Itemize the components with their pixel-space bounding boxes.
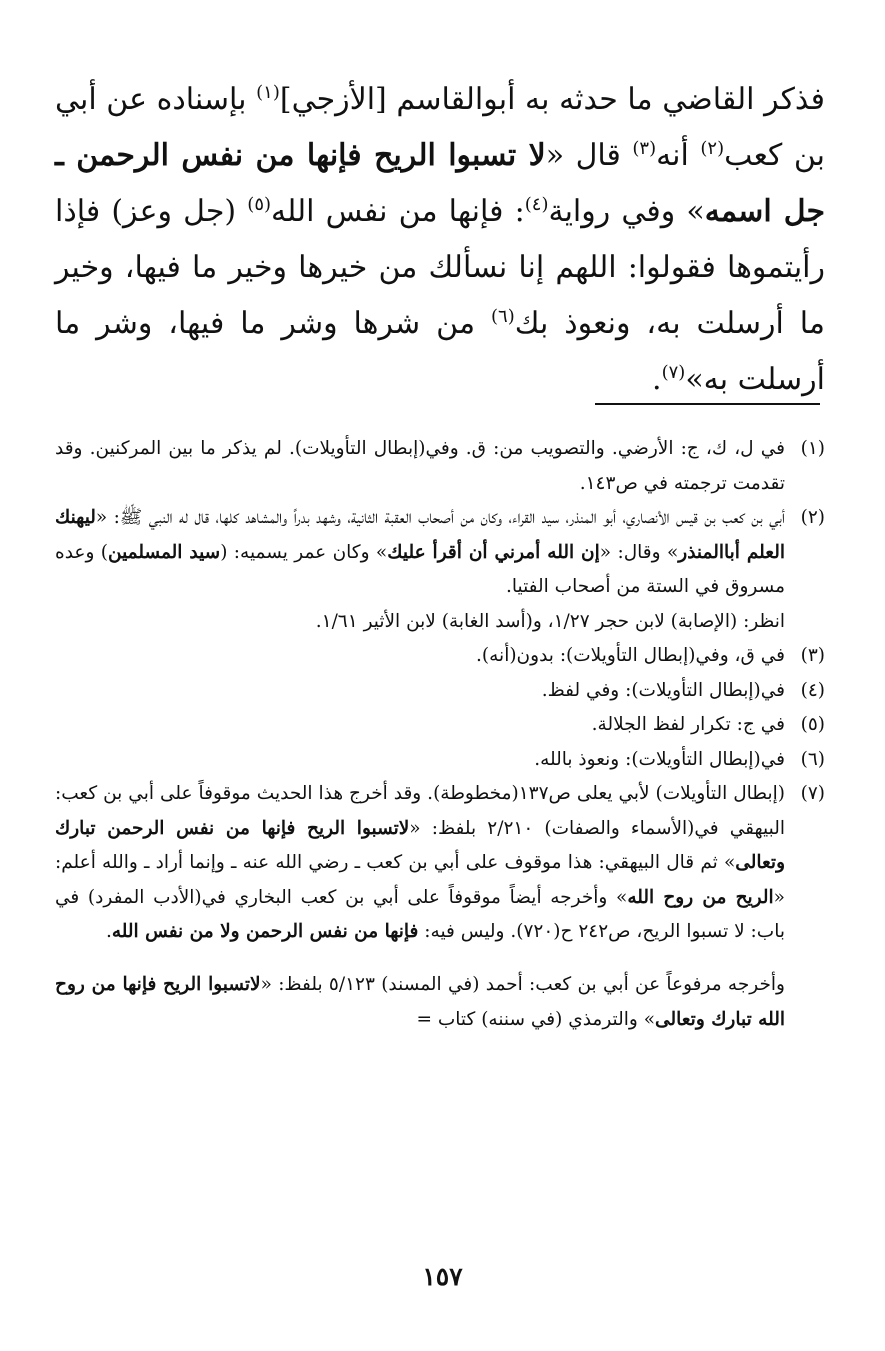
main-text-segment: . bbox=[652, 362, 662, 397]
footnote-5 bbox=[55, 708, 825, 743]
footnote-text: في ج: تكرار لفظ الجلالة. bbox=[591, 714, 785, 735]
main-text-segment: من شرها وشر ما فيها، وشر ما أرسلت به» bbox=[55, 306, 825, 397]
main-text-segment: : فإنها من نفس الله bbox=[271, 194, 525, 229]
footnote-text: في(إبطال التأويلات): ونعوذ بالله. bbox=[534, 748, 785, 770]
footnote-text: » وأخرجه أيضاً موقوفاً على أبي بن كعب البخاري في(الأدب المفرد) في باب: لا تسبوا الريح، ص٢٤٢ ح(٧٢٠). وليس فيه: bbox=[55, 886, 785, 942]
footnote-marker: (٤) bbox=[524, 194, 549, 215]
footnote-paragraph bbox=[55, 777, 785, 950]
main-text-segment: » وفي رواية bbox=[548, 194, 705, 229]
footnote-number: (٥) bbox=[800, 714, 825, 735]
footnote-body bbox=[55, 674, 785, 709]
footnote-marker: (١) bbox=[256, 82, 280, 103]
footnote-text: وأخرجه مرفوعاً عن أبي بن كعب: أحمد (في المسند) ٥/١٢٣ بلفظ: « bbox=[260, 974, 785, 995]
footnote-text: في(إبطال التأويلات): وفي لفظ. bbox=[541, 679, 785, 701]
bold-title: سيد المسلمين bbox=[107, 541, 221, 563]
footnote-body bbox=[55, 432, 785, 501]
main-text bbox=[55, 72, 825, 408]
footnote-text: في ل، ك، ج: الأرضي. والتصويب من: ق. وفي(إبطال التأويلات). لم يذكر ما بين المركنين. وقد تقدمت ترجمته في ص١٤٣. bbox=[55, 438, 785, 494]
footnote-text: » وقال: « bbox=[599, 541, 679, 563]
footnote-3 bbox=[55, 639, 825, 674]
footnotes bbox=[55, 432, 825, 1056]
footnote-marker: (٢) bbox=[700, 138, 725, 159]
footnote-text: » والترمذي (في سننه) كتاب = bbox=[416, 1008, 656, 1030]
hadith-quote: ليهنك العلم أباالمنذر bbox=[55, 507, 785, 563]
hadith-quote: إن الله أمرني أن أقرأ عليك bbox=[387, 541, 600, 563]
footnote-number: (٣) bbox=[800, 645, 825, 666]
footnote-text: . bbox=[105, 921, 112, 942]
page-number: ١٥٧ bbox=[422, 1262, 463, 1291]
footnote-text: في ق، وفي(إبطال التأويلات): بدون(أنه). bbox=[476, 645, 785, 666]
footnote-2 bbox=[55, 501, 825, 639]
footnote-text: أبي بن كعب بن قيس الأنصاري، أبو المنذر، سيد القراء، وكان من أصحاب العقبة الثانية، وشهد بدراً والمشاهد كلها، قال له النبي ﷺ: « bbox=[95, 507, 785, 528]
hadith-quote: لاتسبوا الريح فإنها من نفس الرحمن تبارك وتعالى bbox=[55, 817, 785, 873]
hadith-quote: لا تسبوا الريح فإنها من نفس الرحمن ـ جل اسمه bbox=[55, 138, 825, 229]
footnote-number: (٦) bbox=[800, 748, 825, 770]
footnote-body bbox=[55, 501, 785, 639]
footnote-6 bbox=[55, 743, 825, 778]
footnote-body bbox=[55, 639, 785, 674]
main-paragraph bbox=[55, 72, 825, 408]
footnote-paragraph bbox=[55, 501, 785, 605]
footnote-7 bbox=[55, 777, 825, 950]
footnote-reference: انظر: (الإصابة) لابن حجر ١/٢٧، و(أسد الغابة) لابن الأثير ١/٦١. bbox=[315, 610, 785, 632]
footnote-number: (٧) bbox=[800, 783, 825, 804]
main-text-segment: قال « bbox=[545, 138, 633, 173]
main-text-segment: فذكر القاضي ما حدثه به أبوالقاسم [الأزجي] bbox=[279, 82, 826, 117]
hadith-quote: فإنها من نفس الرحمن ولا من نفس الله bbox=[111, 921, 419, 942]
footnote-marker: (٧) bbox=[661, 362, 686, 383]
footnote-text: ) وعده مسروق في الستة من أصحاب الفتيا. bbox=[55, 541, 785, 597]
main-text-segment: بإسناده عن أبي بن كعب bbox=[55, 82, 826, 173]
footnote-body bbox=[55, 777, 785, 950]
footnote-text: » ثم قال البيهقي: هذا موقوف على أبي بن كعب ـ رضي الله عنه ـ وإنما أراد ـ والله أعلم: « bbox=[55, 852, 785, 908]
footnote-number: (٢) bbox=[800, 507, 825, 528]
footnote-body bbox=[55, 708, 785, 743]
footnote-separator bbox=[595, 403, 820, 405]
footnote-marker: (٦) bbox=[491, 306, 515, 327]
footnote-marker: (٣) bbox=[632, 138, 657, 159]
footnote-marker: (٥) bbox=[247, 194, 272, 215]
footnote-number: (٤) bbox=[800, 679, 825, 701]
main-text-segment: (جل وعز) فإذا رأيتموها فقولوا: اللهم إنا نسألك من خيرها وخير ما فيها، وخير ما أرسلت به، ونعوذ بك bbox=[55, 194, 825, 341]
footnote-text: (إبطال التأويلات) لأبي يعلى ص١٣٧(مخطوطة). وقد أخرج هذا الحديث موقوفاً على أبي بن كعب: البيهقي في(الأسماء والصفات) ٢/٢١٠ بلفظ: « bbox=[55, 783, 785, 839]
hadith-quote: الريح من روح الله bbox=[627, 886, 774, 908]
footnote-4 bbox=[55, 674, 825, 709]
hadith-quote: لاتسبوا الريح فإنها من روح الله تبارك وتعالى bbox=[55, 974, 785, 1030]
main-text-segment: أنه bbox=[656, 138, 701, 173]
footnote-text: » وكان عمر يسميه: ( bbox=[220, 541, 388, 563]
footnote-continuation bbox=[55, 968, 825, 1037]
footnote-number: (١) bbox=[800, 438, 825, 459]
footnote-body bbox=[55, 743, 785, 778]
footnote-1 bbox=[55, 432, 825, 501]
